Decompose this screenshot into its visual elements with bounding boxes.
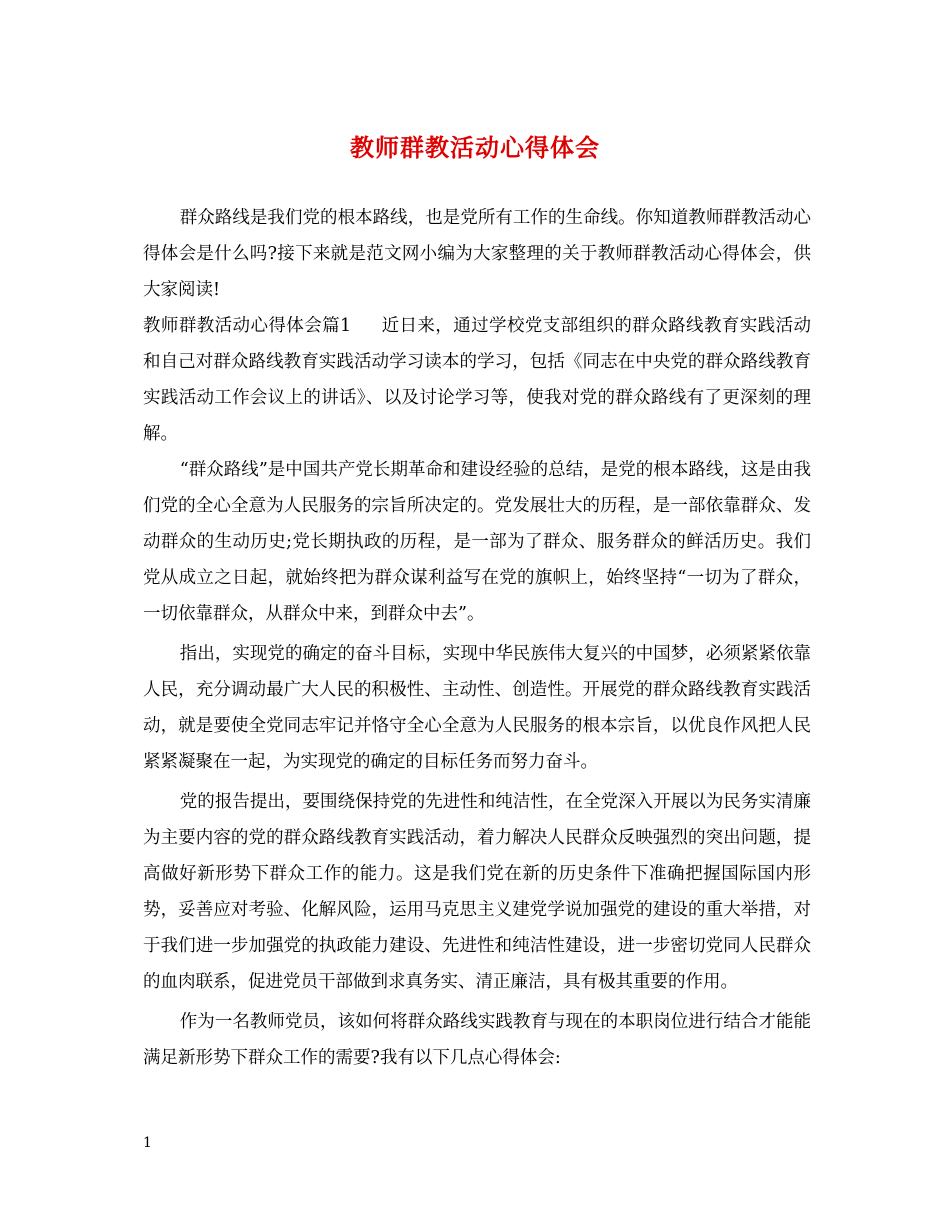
page-number: 1 [143, 1135, 152, 1151]
body-paragraph-5: 作为一名教师党员，该如何将群众路线实践教育与现在的本职岗位进行结合才能能满足新形势下群众工作的需要?我有以下几点心得体会: [143, 1012, 811, 1068]
body-paragraph-2: “群众路线”是中国共产党长期革命和建设经验的总结，是党的根本路线，这是由我们党的全心全意为人民服务的宗旨所决定的。党发展壮大的历程，是一部依靠群众、发动群众的生动历史;党长期执政的历程，是一部为了群众、服务群众的鲜活历史。我们党从成立之日起，就始终把为群众谋利益写在党的旗帜上，始终坚持“一切为了群众，一切依靠群众，从群众中来，到群众中去”。 [143, 460, 811, 624]
section-heading: 教师群教活动心得体会篇1 [143, 316, 352, 336]
body-paragraph-3: 指出，实现党的确定的奋斗目标，实现中华民族伟大复兴的中国梦，必须紧紧依靠人民，充分调动最广大人民的积极性、主动性、创造性。开展党的群众路线教育实践活动，就是要使全党同志牢记并恪守全心全意为人民服务的根本宗旨，以优良作风把人民紧紧凝聚在一起，为实现党的确定的目标任务而努力奋斗。 [143, 644, 811, 772]
intro-paragraph: 群众路线是我们党的根本路线，也是党所有工作的生命线。你知道教师群教活动心得体会是什么吗?接下来就是范文网小编为大家整理的关于教师群教活动心得体会，供大家阅读! [143, 208, 811, 300]
body-paragraph-4: 党的报告提出，要围绕保持党的先进性和纯洁性，在全党深入开展以为民务实清廉为主要内容的党的群众路线教育实践活动，着力解决人民群众反映强烈的突出问题，提高做好新形势下群众工作的能力。这是我们党在新的历史条件下准确把握国际国内形势，妥善应对考验、化解风险，运用马克思主义建党学说加强党的建设的重大举措，对于我们进一步加强党的执政能力建设、先进性和纯洁性建设，进一步密切党同人民群众的血肉联系，促进党员干部做到求真务实、清正廉洁，具有极其重要的作用。 [143, 792, 811, 992]
document-body [143, 200, 811, 1076]
section-first-paragraph: 近日来，通过学校党支部组织的群众路线教育实践活动和自己对群众路线教育实践活动学习读本的学习，包括《同志在中央党的群众路线教育实践活动工作会议上的讲话》、以及讨论学习等，使我对党的群众路线有了更深刻的理解。 [143, 316, 812, 444]
page-title: 教师群教活动心得体会 [350, 133, 600, 162]
section-paragraph [143, 308, 811, 452]
